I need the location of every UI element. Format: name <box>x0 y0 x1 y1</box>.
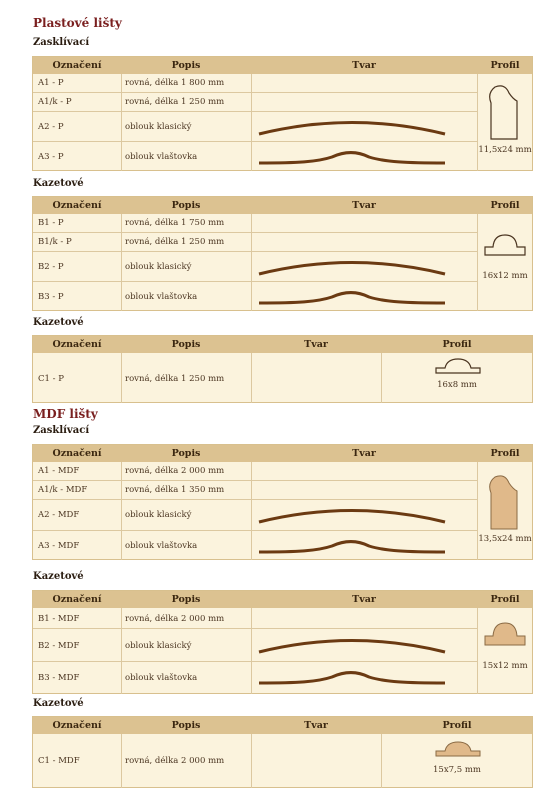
section-title-plastic: Plastové lišty <box>33 16 122 30</box>
row-desc: rovná, délka 2 000 mm <box>125 466 225 476</box>
row-code: A2 - P <box>38 122 64 132</box>
row-desc: rovná, délka 1 250 mm <box>125 97 225 107</box>
row-desc: oblouk vlaštovka <box>125 541 198 551</box>
col-popis: Popis <box>171 594 201 605</box>
table-header <box>33 591 532 608</box>
table-plastic-kazetove <box>32 196 533 311</box>
table-header <box>33 336 532 353</box>
row-code: A1/k - P <box>38 97 72 107</box>
row-code: A3 - P <box>38 152 64 162</box>
arc-classic-shape <box>257 255 447 279</box>
col-tvar: Tvar <box>352 200 376 211</box>
profile-flat-icon <box>435 357 481 375</box>
arc-classic-shape <box>257 115 447 139</box>
col-oznaceni: Označení <box>52 720 102 731</box>
table-header <box>33 445 532 462</box>
arc-classic-shape <box>257 633 447 657</box>
row-code: C1 - MDF <box>38 756 80 766</box>
col-oznaceni: Označení <box>52 339 102 350</box>
profile-size: 15x7,5 mm <box>433 765 481 775</box>
row-code: B3 - P <box>38 292 64 302</box>
table-header <box>33 197 532 214</box>
col-tvar: Tvar <box>304 339 328 350</box>
profile-size: 13,5x24 mm <box>478 534 532 544</box>
col-oznaceni: Označení <box>52 200 102 211</box>
row-code: B1 - MDF <box>38 614 80 624</box>
subtitle-kazetove-mdf: Kazetové <box>33 571 84 582</box>
profile-cassette-mdf-icon <box>484 621 526 647</box>
col-tvar: Tvar <box>352 448 376 459</box>
profile-size: 11,5x24 mm <box>478 145 532 155</box>
col-tvar: Tvar <box>352 60 376 71</box>
row-code: C1 - P <box>38 374 64 384</box>
col-popis: Popis <box>171 339 201 350</box>
row-desc: oblouk vlaštovka <box>125 292 198 302</box>
row-desc: rovná, délka 1 750 mm <box>125 218 225 228</box>
subtitle-kazetove-mdf-2: Kazetové <box>33 698 84 709</box>
profile-glazing-mdf-icon <box>483 471 527 531</box>
row-desc: oblouk klasický <box>125 262 192 272</box>
subtitle-kazetove-plastic: Kazetové <box>33 178 84 189</box>
profile-size: 15x12 mm <box>482 661 528 671</box>
profile-cassette-icon <box>484 233 526 257</box>
row-code: A1 - MDF <box>38 466 80 476</box>
row-code: A3 - MDF <box>38 541 80 551</box>
arc-swallow-shape <box>257 665 447 689</box>
row-desc: oblouk klasický <box>125 641 192 651</box>
col-profil: Profil <box>490 594 520 605</box>
row-desc: rovná, délka 1 350 mm <box>125 485 225 495</box>
arc-classic-shape <box>257 503 447 527</box>
col-profil: Profil <box>490 200 520 211</box>
row-desc: oblouk vlaštovka <box>125 673 198 683</box>
col-profil: Profil <box>490 448 520 459</box>
table-plastic-zasklivaci <box>32 56 533 171</box>
row-desc: rovná, délka 2 000 mm <box>125 756 225 766</box>
row-code: B2 - P <box>38 262 64 272</box>
row-desc: oblouk klasický <box>125 122 192 132</box>
row-code: A1 - P <box>38 78 64 88</box>
row-desc: oblouk vlaštovka <box>125 152 198 162</box>
arc-swallow-shape <box>257 285 447 309</box>
row-code: B1/k - P <box>38 237 72 247</box>
profile-glazing-icon <box>483 81 527 141</box>
col-popis: Popis <box>171 448 201 459</box>
row-code: A2 - MDF <box>38 510 80 520</box>
col-oznaceni: Označení <box>52 594 102 605</box>
row-desc: rovná, délka 2 000 mm <box>125 614 225 624</box>
profile-size: 16x8 mm <box>437 380 477 390</box>
col-popis: Popis <box>171 200 201 211</box>
table-mdf-zasklivaci <box>32 444 533 560</box>
table-header <box>33 717 532 734</box>
col-profil: Profil <box>490 60 520 71</box>
row-desc: oblouk klasický <box>125 510 192 520</box>
row-desc: rovná, délka 1 250 mm <box>125 237 225 247</box>
subtitle-zasklivaci-plastic: Zasklívací <box>33 37 90 48</box>
table-header <box>33 57 532 74</box>
arc-swallow-shape <box>257 145 447 169</box>
section-title-mdf: MDF lišty <box>33 407 98 421</box>
row-code: A1/k - MDF <box>38 485 88 495</box>
col-profil: Profil <box>442 720 472 731</box>
arc-swallow-shape <box>257 534 447 558</box>
row-desc: rovná, délka 1 250 mm <box>125 374 225 384</box>
row-code: B3 - MDF <box>38 673 80 683</box>
table-mdf-kazetove <box>32 590 533 694</box>
row-code: B1 - P <box>38 218 64 228</box>
col-oznaceni: Označení <box>52 448 102 459</box>
col-tvar: Tvar <box>304 720 328 731</box>
col-oznaceni: Označení <box>52 60 102 71</box>
row-desc: rovná, délka 1 800 mm <box>125 78 225 88</box>
profile-size: 16x12 mm <box>482 271 528 281</box>
col-profil: Profil <box>442 339 472 350</box>
col-popis: Popis <box>171 720 201 731</box>
subtitle-kazetove-plastic-2: Kazetové <box>33 317 84 328</box>
col-tvar: Tvar <box>352 594 376 605</box>
profile-flat-mdf-icon <box>435 740 481 758</box>
subtitle-zasklivaci-mdf: Zasklívací <box>33 425 90 436</box>
table-plastic-kazetove-c <box>32 335 533 403</box>
col-popis: Popis <box>171 60 201 71</box>
table-mdf-kazetove-c <box>32 716 533 788</box>
row-code: B2 - MDF <box>38 641 80 651</box>
